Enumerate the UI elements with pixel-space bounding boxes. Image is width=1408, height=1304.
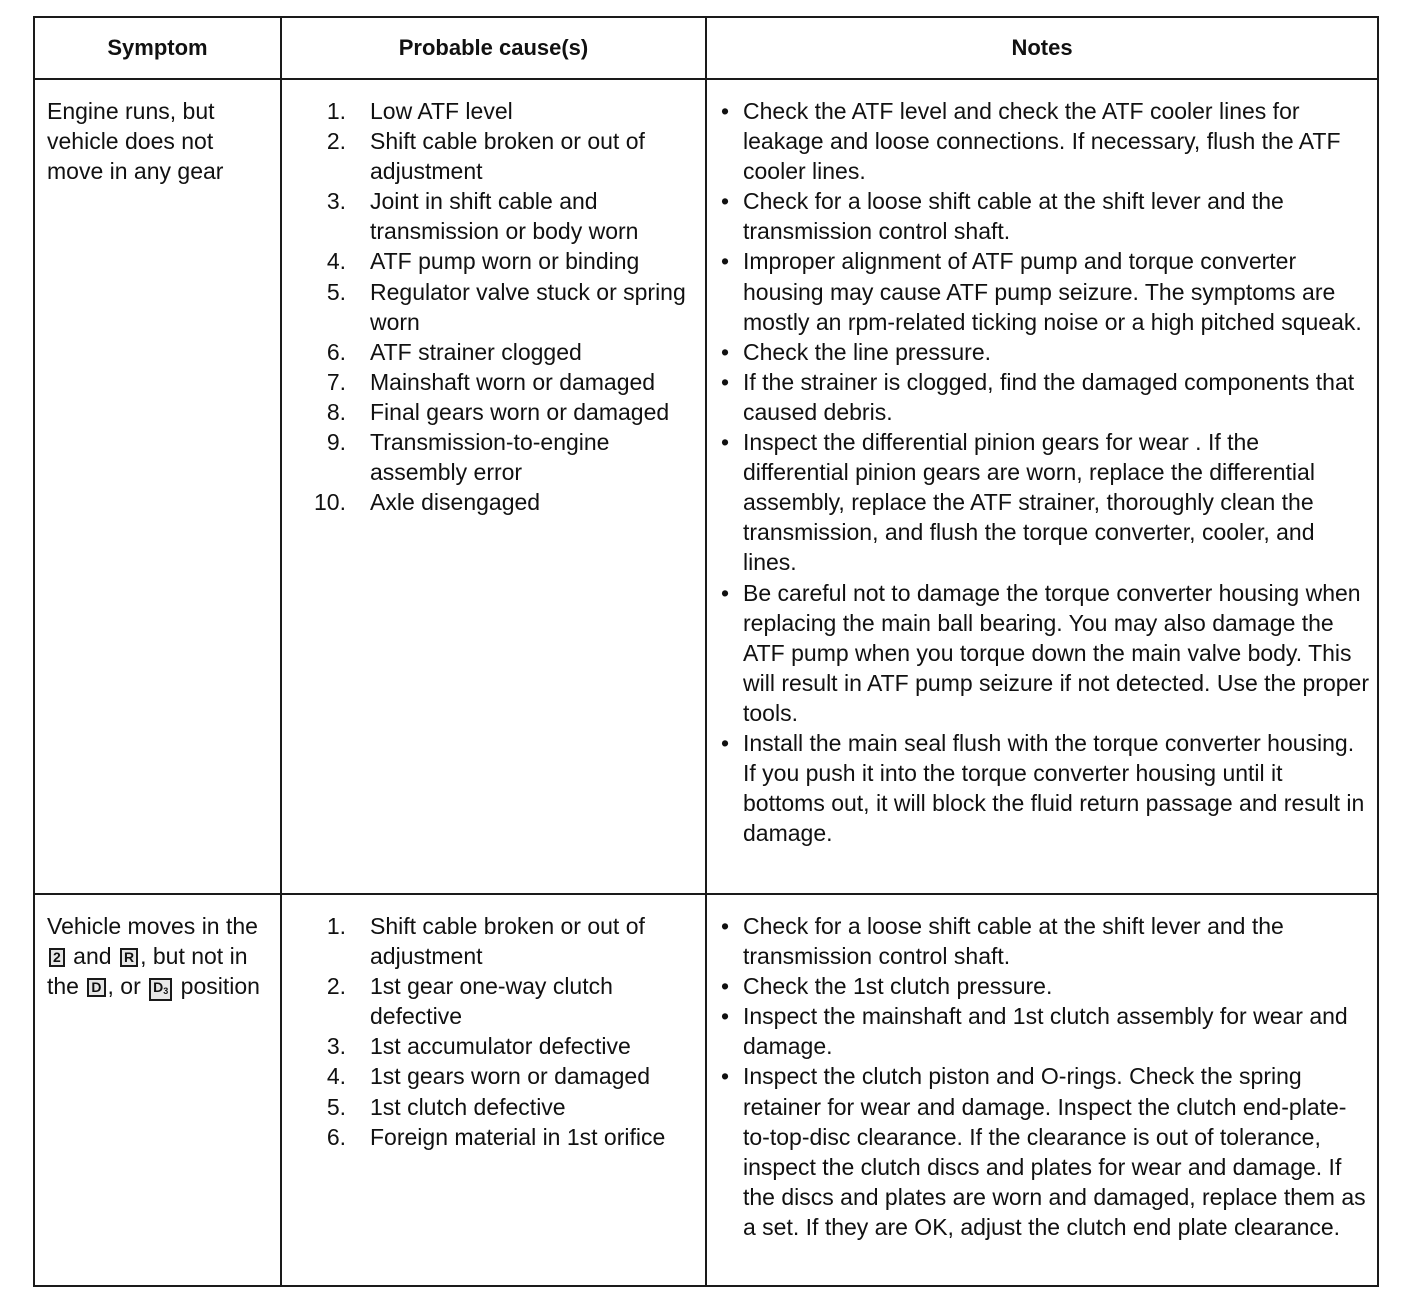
bullet-icon: • <box>721 1003 730 1030</box>
cause-item: 1. Shift cable broken or out of adjustment <box>326 913 645 970</box>
note-item: • Inspect the mainshaft and 1st clutch assembly for wear and damage. <box>721 1001 1369 1061</box>
bullet-icon: • <box>721 729 730 756</box>
cause-item: 2. 1st gear one-way clutch defective <box>326 973 613 1030</box>
table-row <box>34 894 1378 1286</box>
bullet-icon: • <box>721 1063 730 1090</box>
cause-item: 2. Shift cable broken or out of adjustment <box>326 128 645 185</box>
cause-item: 5. Regulator valve stuck or spring worn <box>326 278 686 335</box>
note-item: • Be careful not to damage the torque converter housing when replacing the main ball bearing. You may also damage the ATF pump when you torque down the main valve body. This will result in ATF pump seizure if not detected. Use the proper tools. <box>721 578 1369 728</box>
note-item: • Check for a loose shift cable at the shift lever and the transmission control shaft. <box>721 186 1369 246</box>
causes-cell <box>281 894 706 1286</box>
note-item: • Inspect the differential pinion gears for wear . If the differential pinion gears are worn, replace the differential assembly, replace the ATF strainer, thoroughly clean the transmission, and flush the torque converter, cooler, and lines. <box>721 427 1369 577</box>
note-item: • If the strainer is clogged, find the damaged components that caused debris. <box>721 367 1369 427</box>
header-causes: Probable cause(s) <box>281 17 706 79</box>
cause-list <box>282 96 697 517</box>
cause-item: 3. 1st accumulator defective <box>326 1033 631 1060</box>
note-item: • Check the 1st clutch pressure. <box>721 971 1369 1001</box>
bullet-icon: • <box>721 913 730 939</box>
symptom-cell: Engine runs, but vehicle does not move in any gear <box>34 79 281 894</box>
note-item: • Check the line pressure. <box>721 337 1369 367</box>
note-item: • Improper alignment of ATF pump and torque converter housing may cause ATF pump seizure. The symptoms are mostly an rpm-related ticking noise or a high pitched squeak. <box>721 246 1369 336</box>
cause-item: 7. Mainshaft worn or damaged <box>326 368 656 395</box>
causes-cell <box>281 79 706 894</box>
cause-item: 6. ATF strainer clogged <box>326 338 582 365</box>
bullet-icon: • <box>721 248 730 275</box>
troubleshooting-table <box>33 16 1379 1287</box>
cause-item: 10. Axle disengaged <box>314 489 541 516</box>
cause-item: 4. 1st gears worn or damaged <box>326 1063 650 1090</box>
table-row <box>34 79 1378 894</box>
header-row <box>34 17 1378 79</box>
symptom-cell: Vehicle moves in the 2 and R , but not in the D , or $D_3$ position <box>34 894 281 1286</box>
cause-item: 3. Joint in shift cable and transmission or body worn <box>326 188 639 245</box>
bullet-icon: • <box>721 579 730 606</box>
cause-item: 8. Final gears worn or damaged <box>326 398 670 425</box>
gear-d3-icon: $D_3$ <box>149 978 172 1001</box>
notes-cell <box>706 79 1378 894</box>
cause-list <box>282 911 697 1152</box>
bullet-icon: • <box>721 188 730 215</box>
note-item: • Check for a loose shift cable at the shift lever and the transmission control shaft. <box>721 911 1369 971</box>
cause-item: 6. Foreign material in 1st orifice <box>326 1123 666 1150</box>
cause-item: 9. Transmission-to-engine assembly error <box>326 429 610 486</box>
note-item: • Install the main seal flush with the torque converter housing. If you push it into the torque converter housing until it bottoms out, it will block the fluid return passage and result in damage. <box>721 728 1369 848</box>
note-item: • Check the ATF level and check the ATF cooler lines for leakage and loose connections. If necessary, flush the ATF cooler lines. <box>721 96 1369 186</box>
bullet-icon: • <box>721 368 730 395</box>
cause-item: 1. Low ATF level <box>326 98 513 124</box>
gear-2-icon: 2 <box>49 948 65 967</box>
bullet-icon: • <box>721 98 730 124</box>
bullet-icon: • <box>721 429 730 456</box>
gear-r-icon: R <box>120 948 138 967</box>
header-symptom: Symptom <box>34 17 281 79</box>
cause-item: 5. 1st clutch defective <box>326 1093 566 1120</box>
notes-cell <box>706 894 1378 1286</box>
note-list <box>721 911 1369 1242</box>
bullet-icon: • <box>721 338 730 365</box>
cause-item: 4. ATF pump worn or binding <box>326 248 640 275</box>
gear-d-icon: D <box>87 978 105 997</box>
note-item: • Inspect the clutch piston and O-rings. Check the spring retainer for wear and damage. Inspect the clutch end-plate-to-top-disc clearance. If the clearance is out of tolerance, inspect the clutch discs and plates for wear and damage. If the discs and plates are worn and damaged, replace them as a set. If they are OK, adjust the clutch end plate clearance. <box>721 1061 1369 1242</box>
note-list <box>721 96 1369 848</box>
header-notes: Notes <box>706 17 1378 79</box>
bullet-icon: • <box>721 973 730 1000</box>
